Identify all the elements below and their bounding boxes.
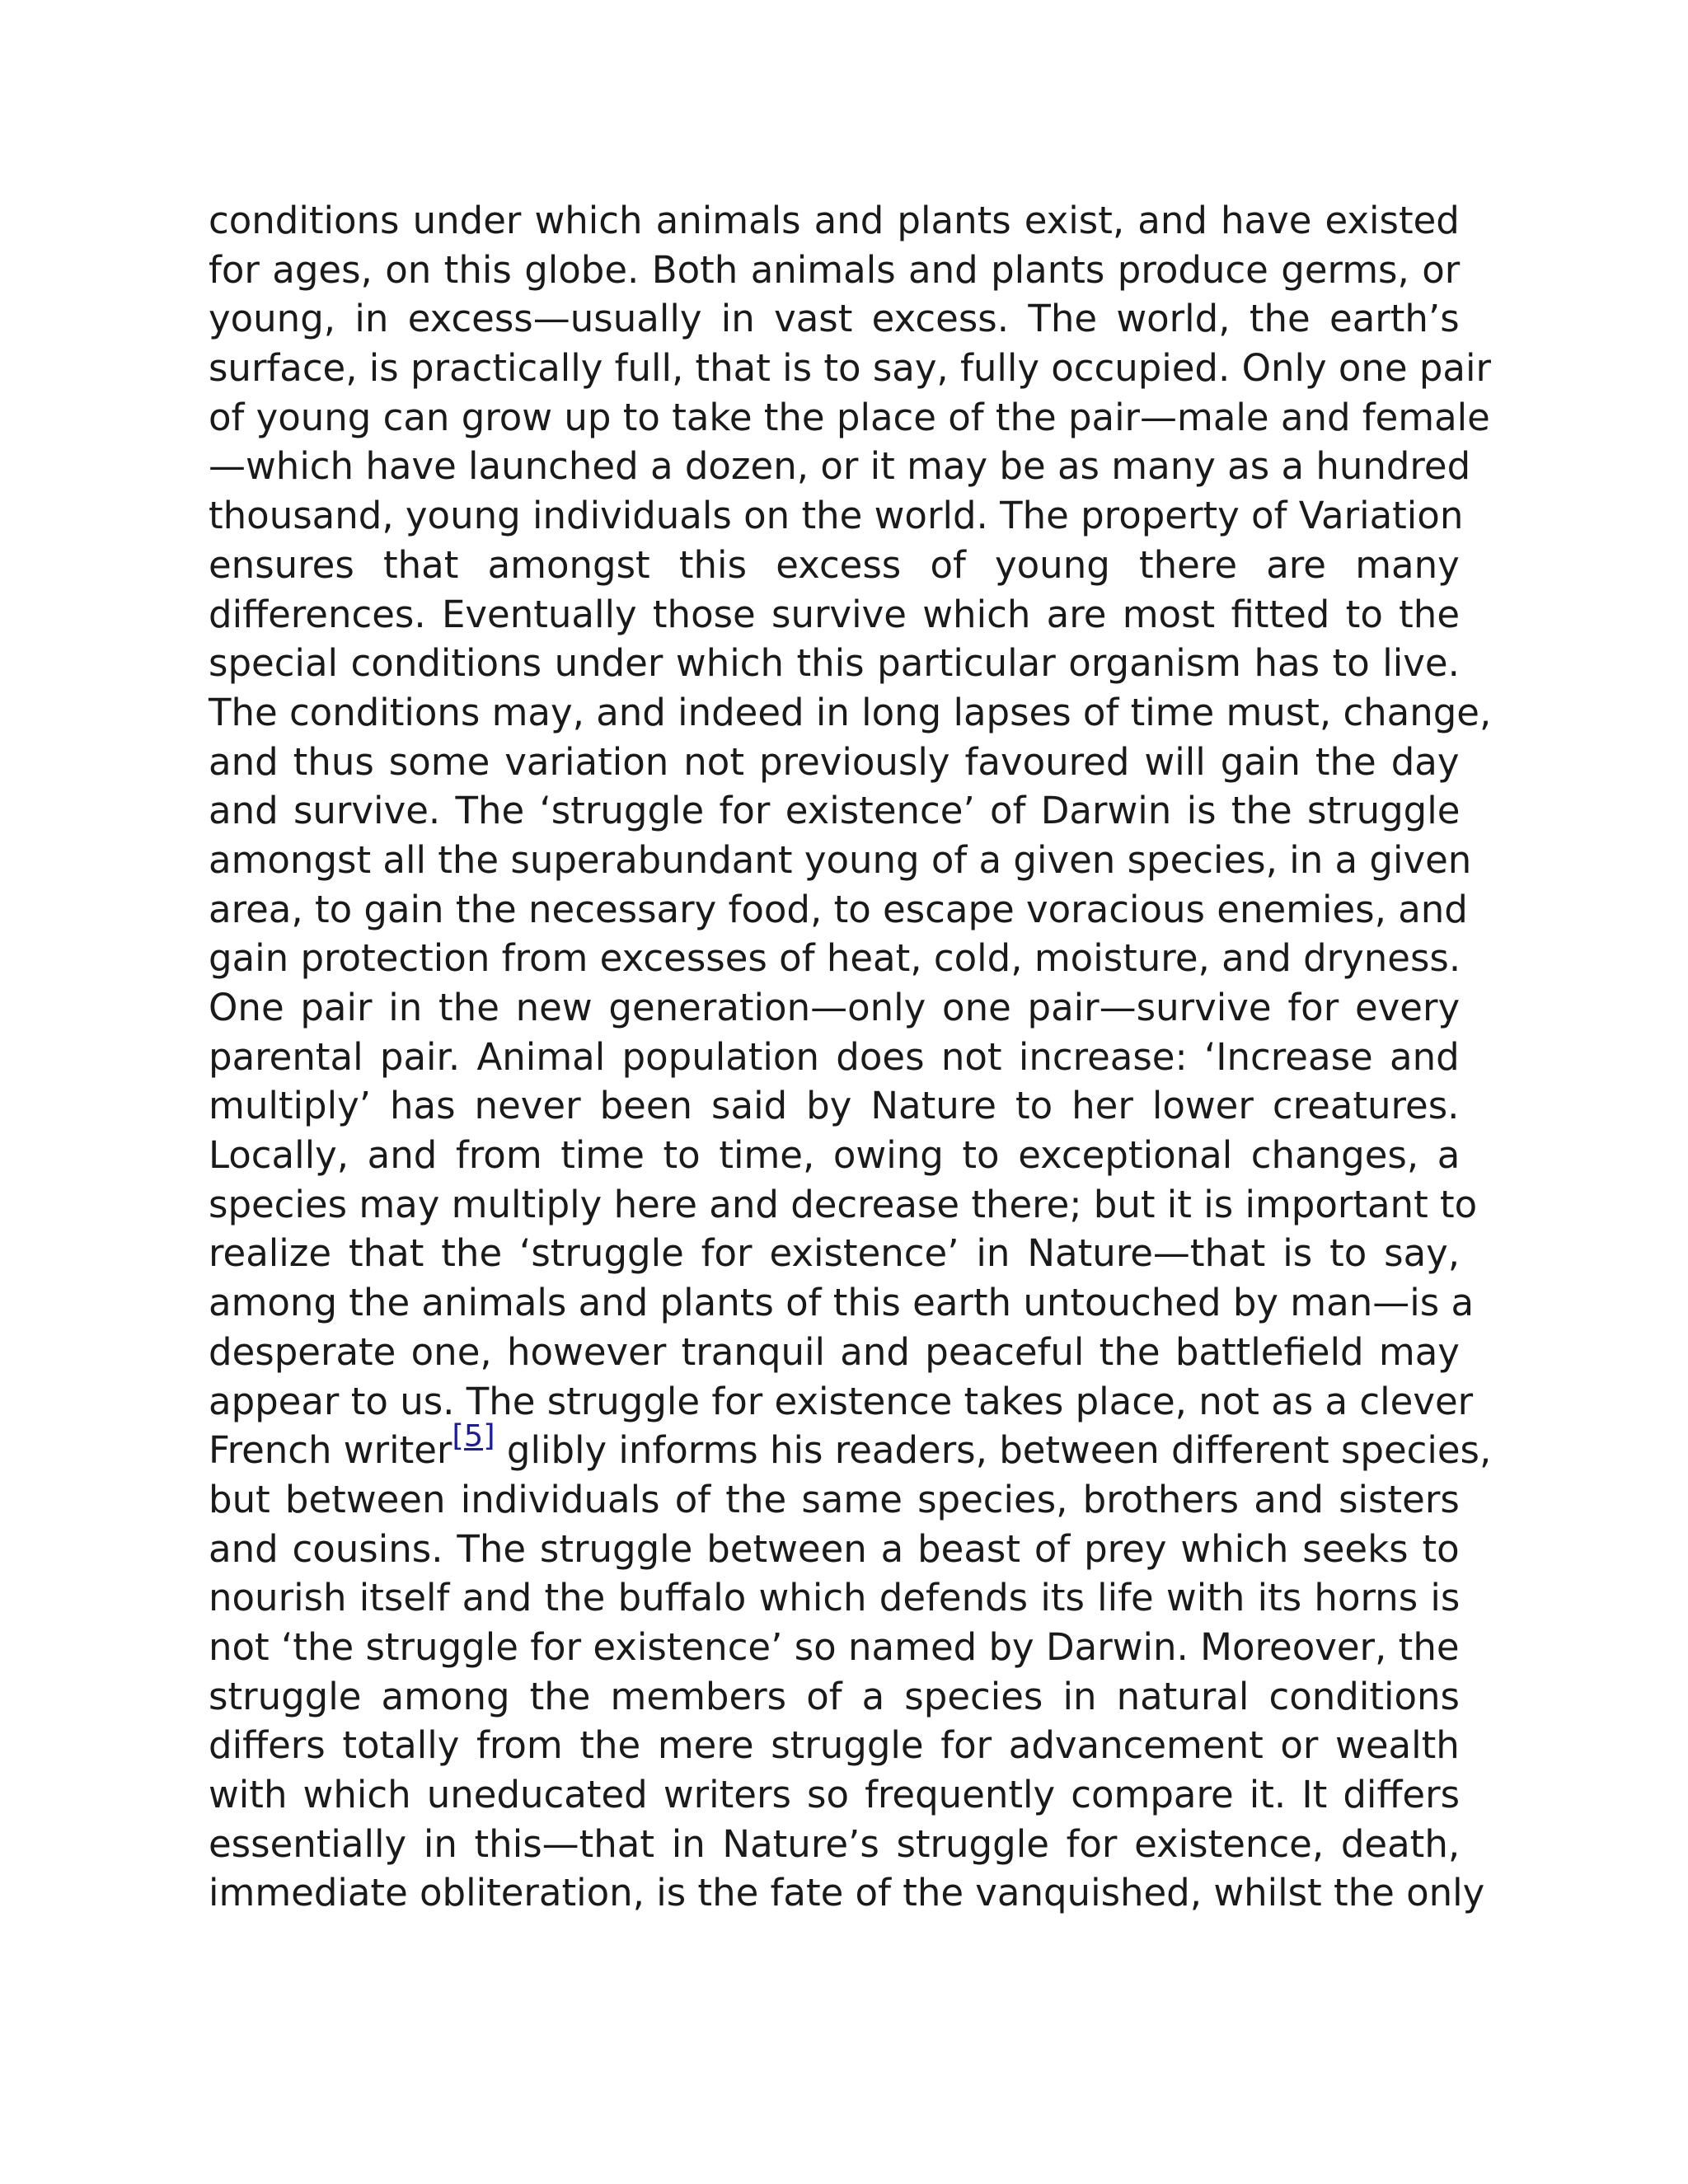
text-line: surface, is practically full, that is to say, fully occupied. Only one pair (209, 346, 1491, 391)
text-line: species may multiply here and decrease there; but it is important to (209, 1182, 1478, 1226)
text-line: realize that the ‘struggle for existence’ in Nature—that is to say, (209, 1231, 1461, 1276)
text-line: not ‘the struggle for existence’ so named by Darwin. Moreover, the (209, 1624, 1460, 1669)
text-line: gain protection from excesses of heat, cold, moisture, and dryness. (209, 936, 1461, 981)
footnote-ref-link[interactable]: [5] (452, 1418, 495, 1454)
text-line: and cousins. The struggle between a beast of prey which seeks to (209, 1526, 1460, 1571)
text-line: struggle among the members of a species in natural conditions (209, 1674, 1461, 1718)
body-text (209, 196, 1492, 1918)
text-line: with which uneducated writers so frequently compare it. It differs (209, 1773, 1461, 1816)
text-line: essentially in this—that in Nature’s struggle for existence, death, (209, 1821, 1461, 1866)
text-line: parental pair. Animal population does not increase: ‘Increase and (209, 1034, 1460, 1079)
text-line: One pair in the new generation—only one pair—survive for every (209, 986, 1461, 1029)
text-line: area, to gain the necessary food, to escape voracious enemies, and (209, 887, 1468, 931)
text-line: and survive. The ‘struggle for existence’ of Darwin is the struggle (209, 789, 1461, 833)
text-line: —which have launched a dozen, or it may be as many as a hundred (209, 444, 1471, 489)
text-line-with-footnote (209, 1418, 1492, 1475)
text-line: immediate obliteration, is the fate of the vanquished, whilst the only (209, 1871, 1485, 1915)
text-line: conditions under which animals and plants exist, and have existed (209, 199, 1460, 242)
text-line: thousand, young individuals on the world. The property of Variation (209, 494, 1464, 538)
text-line: Locally, and from time to time, owing to exceptional changes, a (209, 1133, 1461, 1178)
text-line: nourish itself and the buffalo which defends its life with its horns is (209, 1576, 1461, 1620)
text-line: differences. Eventually those survive which are most fitted to the (209, 592, 1461, 636)
text-line: ensures that amongst this excess of young there are many (209, 542, 1460, 587)
text-line: The conditions may, and indeed in long lapses of time must, change, (209, 690, 1492, 734)
text-line: appear to us. The struggle for existence takes place, not as a clever (209, 1379, 1474, 1423)
text-line: desperate one, however tranquil and peaceful the battlefield may (209, 1329, 1460, 1374)
text-line: special conditions under which this particular organism has to live. (209, 641, 1460, 686)
text-line: and thus some variation not previously favoured will gain the day (209, 739, 1460, 784)
text-line: young, in excess—usually in vast excess. The world, the earth’s (209, 297, 1460, 341)
footnote-line-before: French writer (209, 1428, 452, 1473)
text-line: differs totally from the mere struggle for advancement or wealth (209, 1723, 1460, 1768)
text-line: but between individuals of the same species, brothers and sisters (209, 1477, 1460, 1521)
text-line: amongst all the superabundant young of a given species, in a given (209, 837, 1472, 882)
text-line: among the animals and plants of this earth untouched by man—is a (209, 1281, 1475, 1325)
text-line: for ages, on this globe. Both animals and plants produce germs, or (209, 247, 1461, 292)
text-line: of young can grow up to take the place of the pair—male and female (209, 395, 1490, 439)
text-line: multiply’ has never been said by Nature to her lower creatures. (209, 1084, 1460, 1128)
footnote-line-after: glibly informs his readers, between different species, (495, 1428, 1492, 1473)
